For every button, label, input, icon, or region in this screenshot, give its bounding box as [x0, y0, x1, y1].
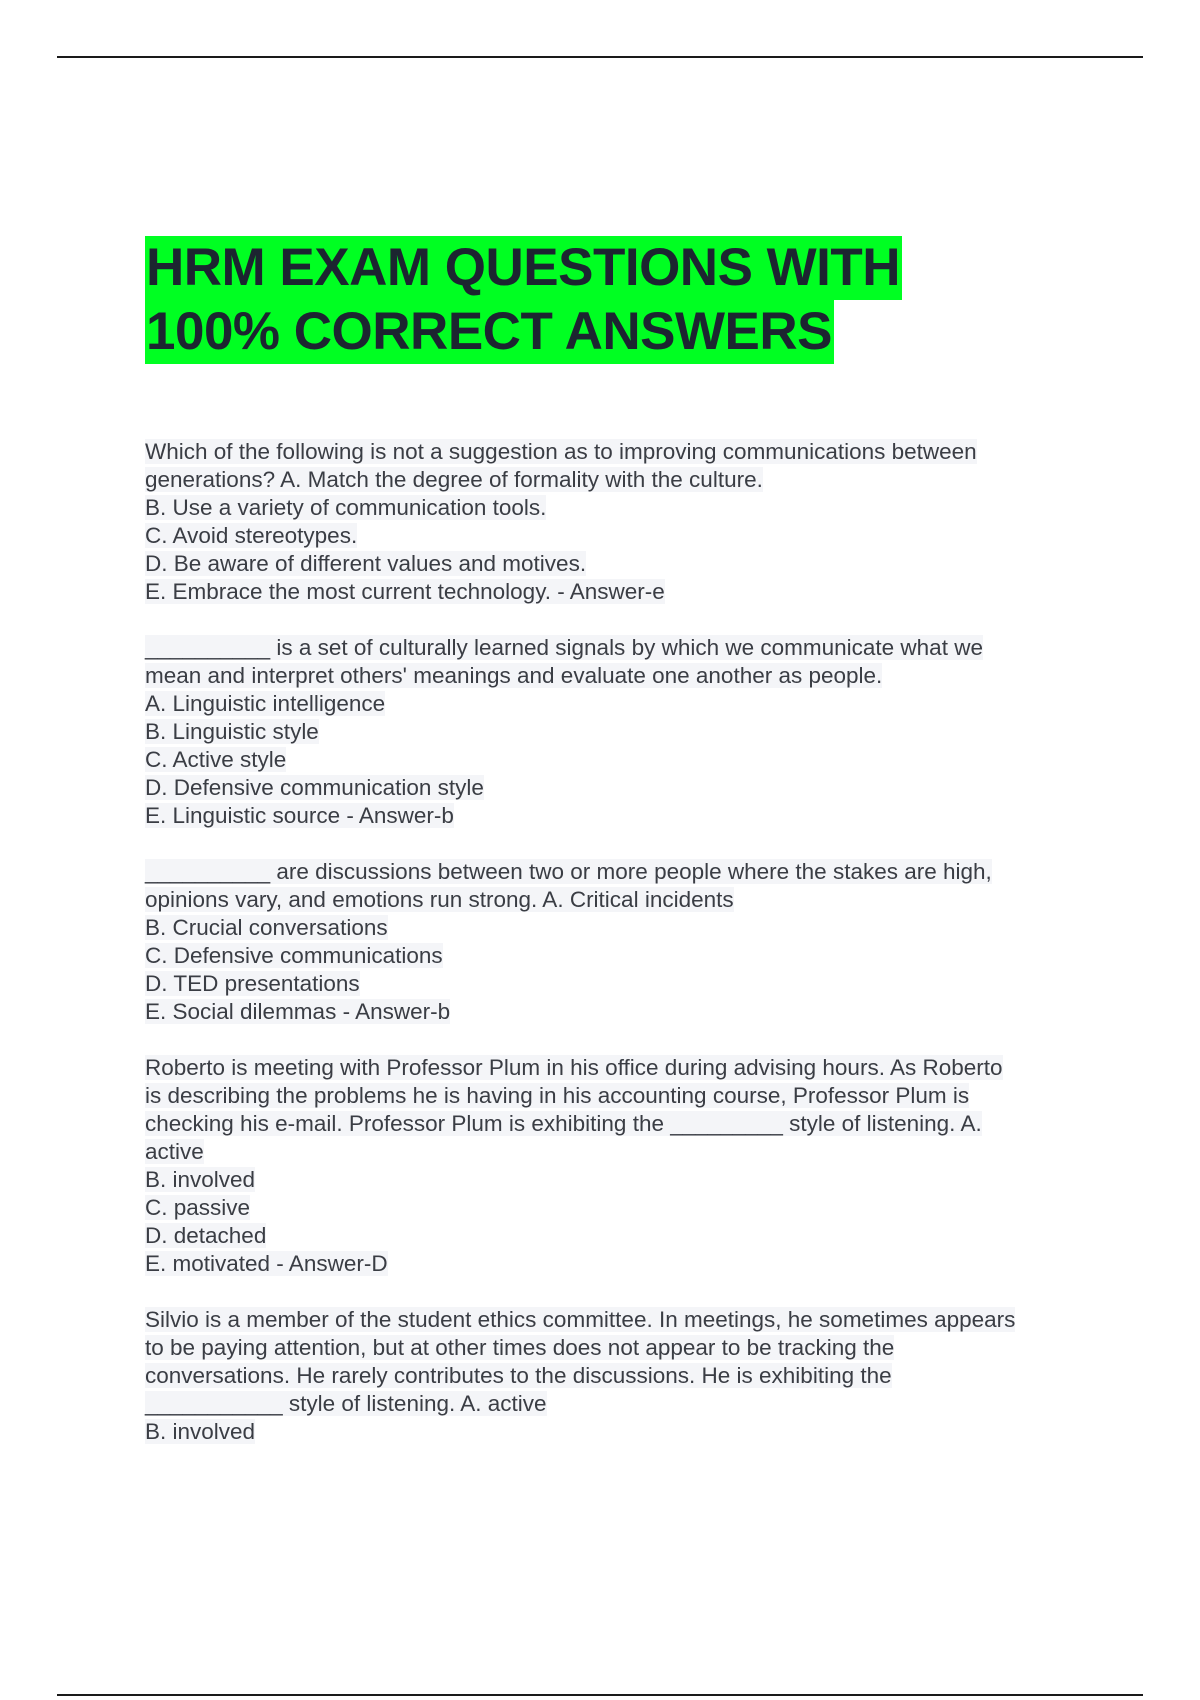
question-line: mean and interpret others' meanings and evaluate one another as people. — [145, 663, 883, 688]
question-line: __________ are discussions between two or more people where the stakes are high, — [145, 859, 992, 884]
question-line: checking his e-mail. Professor Plum is exhibiting the _________ style of listening. A. — [145, 1111, 982, 1136]
question-1 — [145, 438, 1105, 606]
question-line: Roberto is meeting with Professor Plum in his office during advising hours. As Roberto — [145, 1055, 1003, 1080]
answer-option: B. involved — [145, 1419, 256, 1444]
question-line: ___________ style of listening. A. active — [145, 1391, 547, 1416]
answer-option: active — [145, 1139, 204, 1164]
answer-option: D. detached — [145, 1223, 267, 1248]
question-line: Silvio is a member of the student ethics committee. In meetings, he sometimes appears — [145, 1307, 1016, 1332]
top-rule — [57, 56, 1143, 58]
question-list — [145, 438, 1105, 1474]
answer-option: C. passive — [145, 1195, 251, 1220]
bottom-rule — [57, 1694, 1143, 1696]
document-title — [145, 236, 1105, 364]
question-line: opinions vary, and emotions run strong. A. Critical incidents — [145, 887, 734, 912]
answer-option: E. Embrace the most current technology. - Answer-e — [145, 579, 665, 604]
question-2 — [145, 634, 1105, 830]
question-line: generations? A. Match the degree of formality with the culture. — [145, 467, 763, 492]
answer-option: C. Avoid stereotypes. — [145, 523, 358, 548]
answer-option: C. Active style — [145, 747, 287, 772]
answer-option: D. TED presentations — [145, 971, 360, 996]
answer-option: D. Be aware of different values and motives. — [145, 551, 587, 576]
answer-option: B. Linguistic style — [145, 719, 319, 744]
title-line-2: 100% CORRECT ANSWERS — [145, 300, 834, 364]
question-line: __________ is a set of culturally learned signals by which we communicate what we — [145, 635, 983, 660]
answer-option: E. Social dilemmas - Answer-b — [145, 999, 451, 1024]
answer-option: B. Crucial conversations — [145, 915, 388, 940]
answer-option: C. Defensive communications — [145, 943, 443, 968]
title-line-1: HRM EXAM QUESTIONS WITH — [145, 236, 902, 300]
question-4 — [145, 1054, 1105, 1278]
answer-option: D. Defensive communication style — [145, 775, 484, 800]
question-line: conversations. He rarely contributes to the discussions. He is exhibiting the — [145, 1363, 892, 1388]
answer-option: E. Linguistic source - Answer-b — [145, 803, 454, 828]
question-3 — [145, 858, 1105, 1026]
answer-option: B. involved — [145, 1167, 256, 1192]
question-line: to be paying attention, but at other times does not appear to be tracking the — [145, 1335, 895, 1360]
question-line: is describing the problems he is having in his accounting course, Professor Plum is — [145, 1083, 970, 1108]
question-line: Which of the following is not a suggestion as to improving communications between — [145, 439, 977, 464]
answer-option: B. Use a variety of communication tools. — [145, 495, 547, 520]
answer-option: E. motivated - Answer-D — [145, 1251, 388, 1276]
answer-option: A. Linguistic intelligence — [145, 691, 386, 716]
question-5 — [145, 1306, 1105, 1446]
